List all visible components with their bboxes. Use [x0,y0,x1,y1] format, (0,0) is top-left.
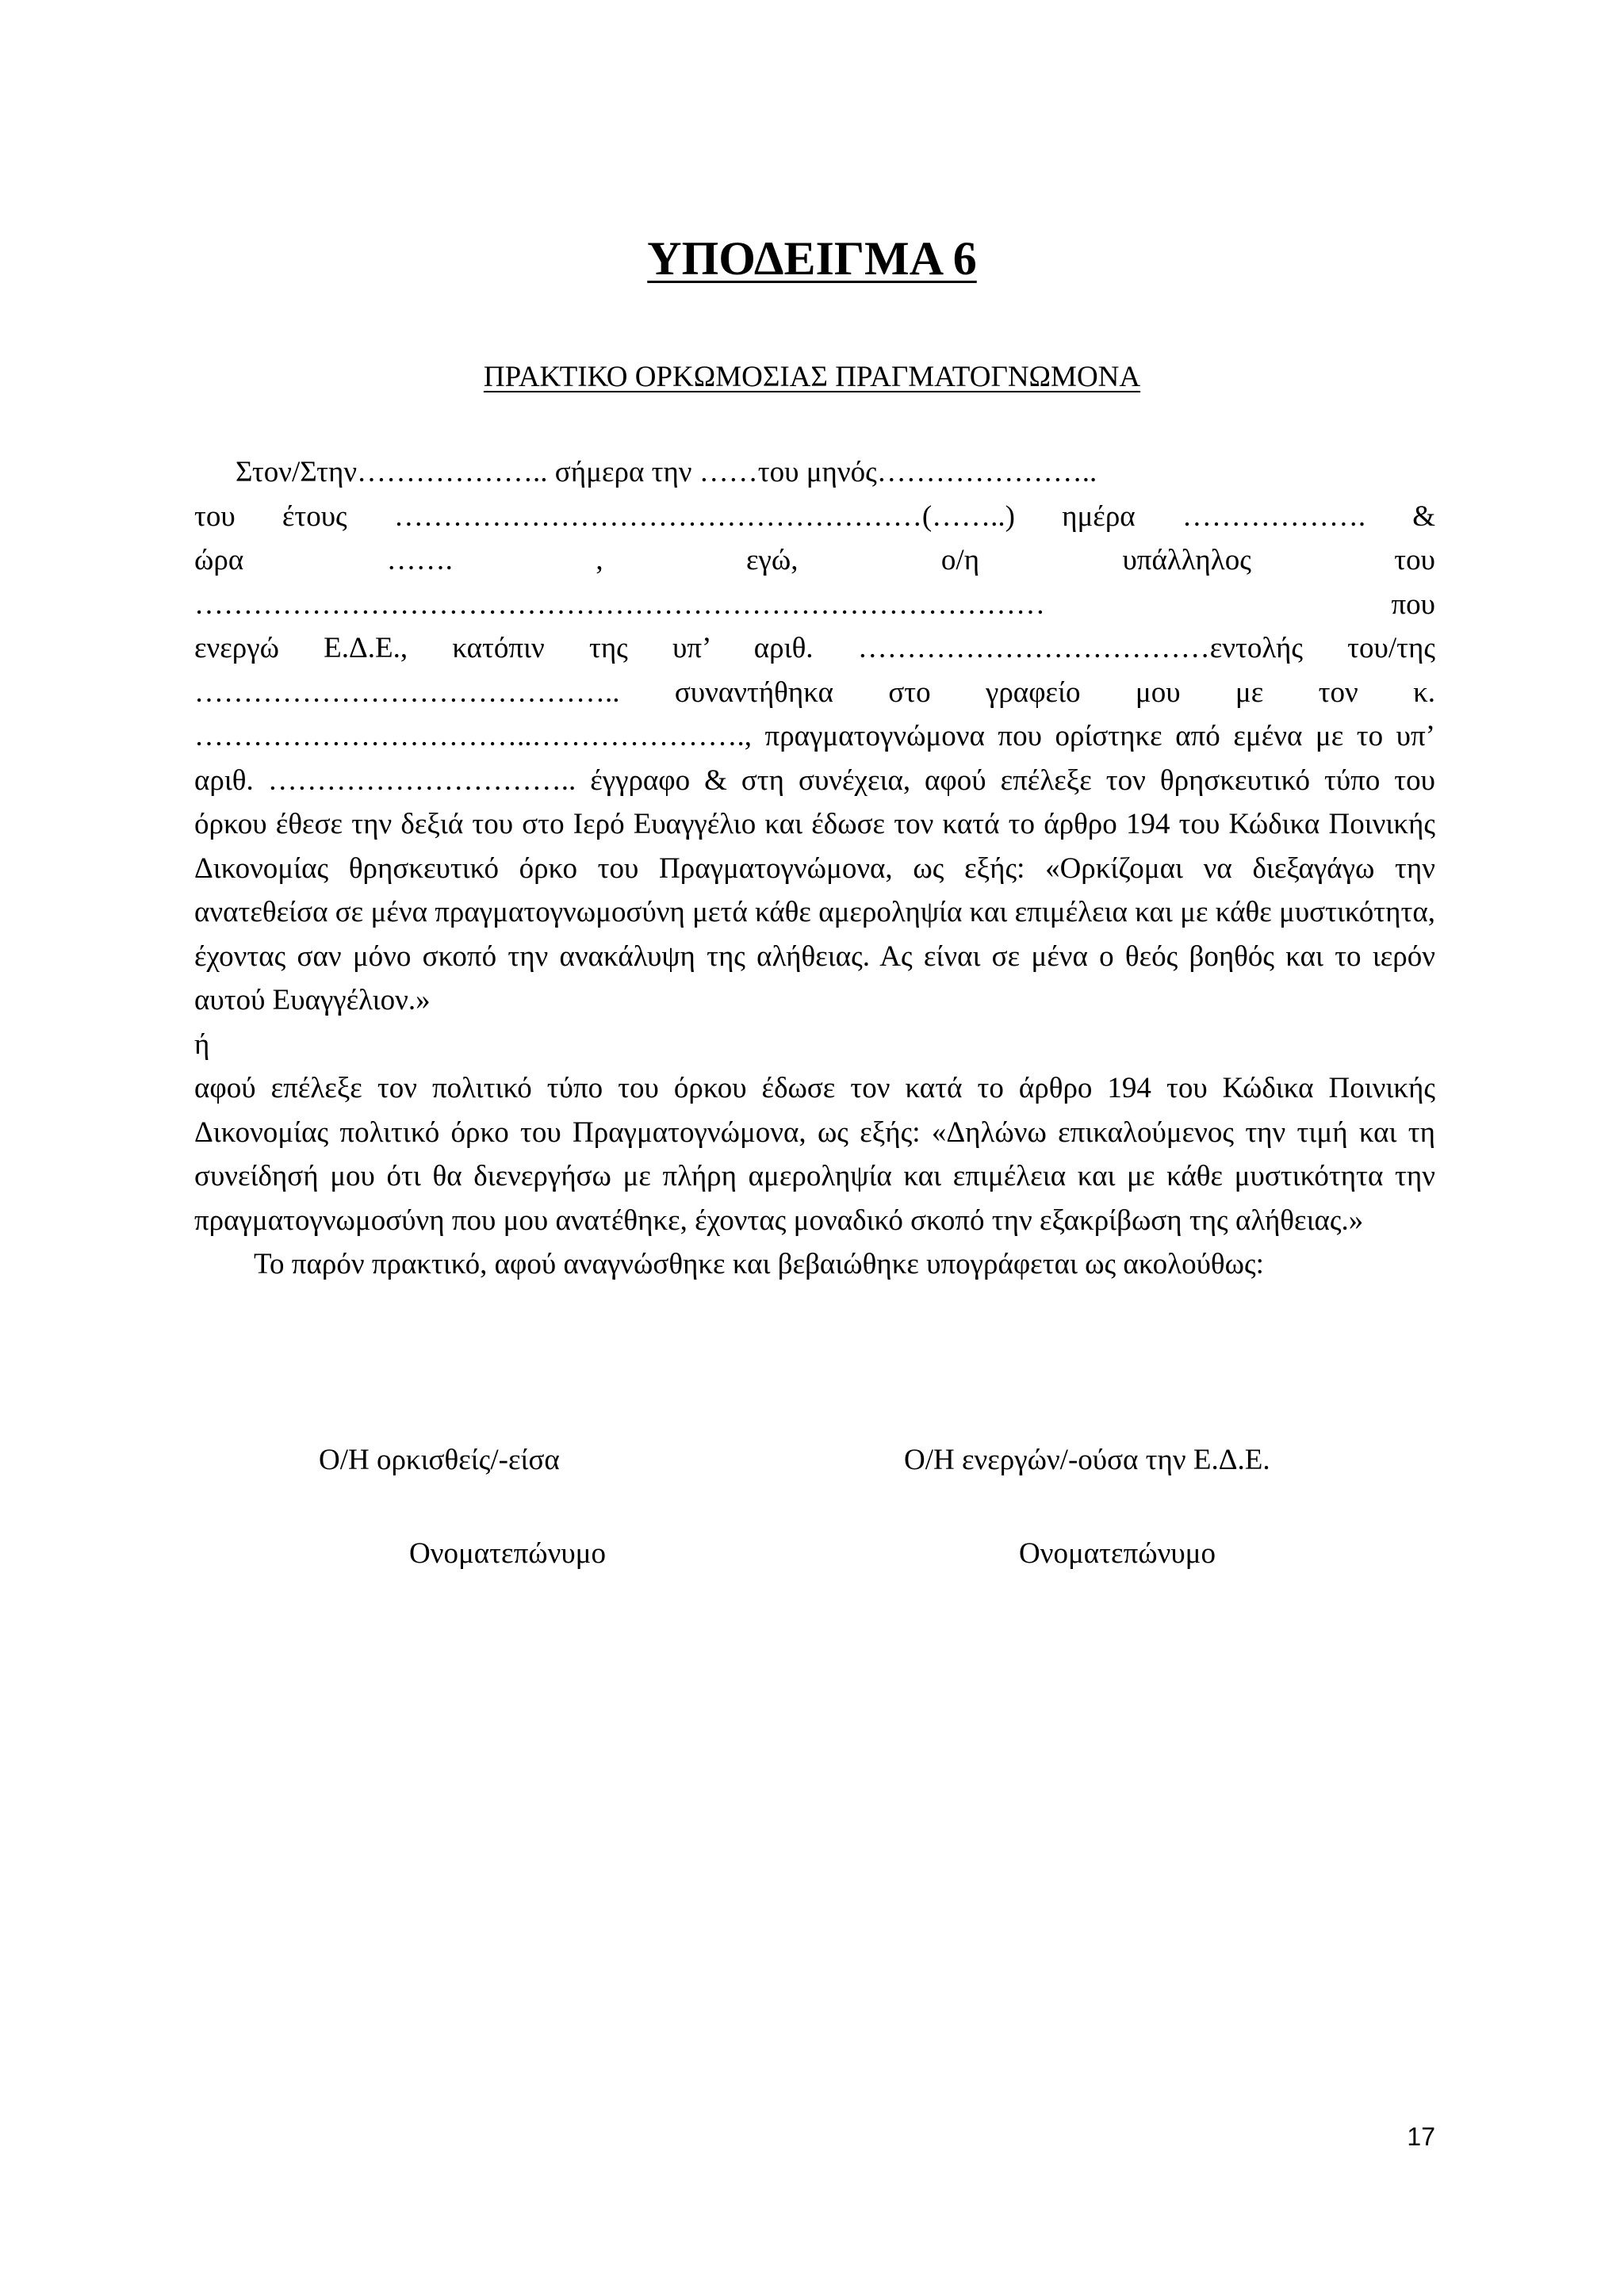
closing-statement: Το παρόν πρακτικό, αφού αναγνώσθηκε και βεβαιώθηκε υπογράφεται ως ακολούθως: [254,1248,1264,1280]
body-line-1: Στον/Στην……………….. σήμερα την ……του μηνός………………….. [236,456,1097,488]
body-line-6: …………………………………….. συναντήθηκα στο γραφείο μου με τον κ. [194,675,1435,709]
signature-right-name: Ονοματεπώνυμο [1019,1537,1216,1570]
signature-left-name: Ονοματεπώνυμο [409,1537,606,1570]
signature-left-role: Ο/Η ορκισθείς/-είσα [319,1444,560,1476]
document-body [194,450,1435,1287]
civil-oath-paragraph: αφού επέλεξε τον πολιτικό τύπο του όρκου έδωσε τον κατά το άρθρο 194 του Κώδικα Ποινικής Δικονομίας πολιτικό όρκο του Πραγματογνώμονα, ως εξής: «Δηλώνω επικαλούμενος την τιμή και τη συνείδησή μου ότι θα διενεργήσω με πλήρη αμεροληψία και επιμέλεια και με κάθε μυστικότητα την πραγματογνωμοσύνη που μου ανατέθηκε, έχοντας μοναδικό σκοπό την εξακρίβωση της αλήθειας.» [194,1072,1435,1237]
body-line-3: ώρα ……. , εγώ, ο/η υπάλληλος του [194,544,1435,576]
document-subtitle [0,358,1624,396]
document-title-text: ΥΠΟΔΕΙΓΜΑ 6 [647,232,977,285]
or-separator: ή [194,1027,210,1061]
document-title [0,230,1624,287]
religious-oath-paragraph: ……………………………..…………………., πραγματογνώμονα που ορίστηκε από εμένα με το υπ’ αριθ. ………………………….. έγγραφο & στη συνέχεια, αφού επέλεξε τον θρησκευτικό τύπο του όρκου έθεσε την δεξιά του στο Ιερό Ευαγγέλιο και έδωσε τον κατά το άρθρο 194 του Κώδικα Ποινικής Δικονομίας θρησκευτικό όρκο του Πραγματογνώμονα, ως εξής: «Ορκίζομαι να διεξαγάγω την ανατεθείσα σε μένα πραγματογνωμοσύνη μετά κάθε αμεροληψία και επιμέλεια και με κάθε μυστικότητα, έχοντας σαν μόνο σκοπό την ανακάλυψη της αλήθειας. Ας είναι σε μένα ο θεός βοηθός και το ιερόν αυτού Ευαγγέλιον.» [194,720,1435,1016]
document-subtitle-text: ΠΡΑΚΤΙΚΟ ΟΡΚΩΜΟΣΙΑΣ ΠΡΑΓΜΑΤΟΓΝΩΜΟΝΑ [483,361,1141,393]
body-line-5: ενεργώ Ε.Δ.Ε., κατόπιν της υπ’ αριθ. ………………………………εντολής του/της [194,632,1435,664]
signature-right-role: Ο/Η ενεργών/-ούσα την Ε.Δ.Ε. [904,1444,1270,1476]
page-number: 17 [1407,2122,1435,2151]
body-line-2: του έτους ………………………………………………(……..) ημέρα ………………. & [194,499,1435,533]
body-line-4: …………………………………………………………………………… που [194,587,1435,621]
